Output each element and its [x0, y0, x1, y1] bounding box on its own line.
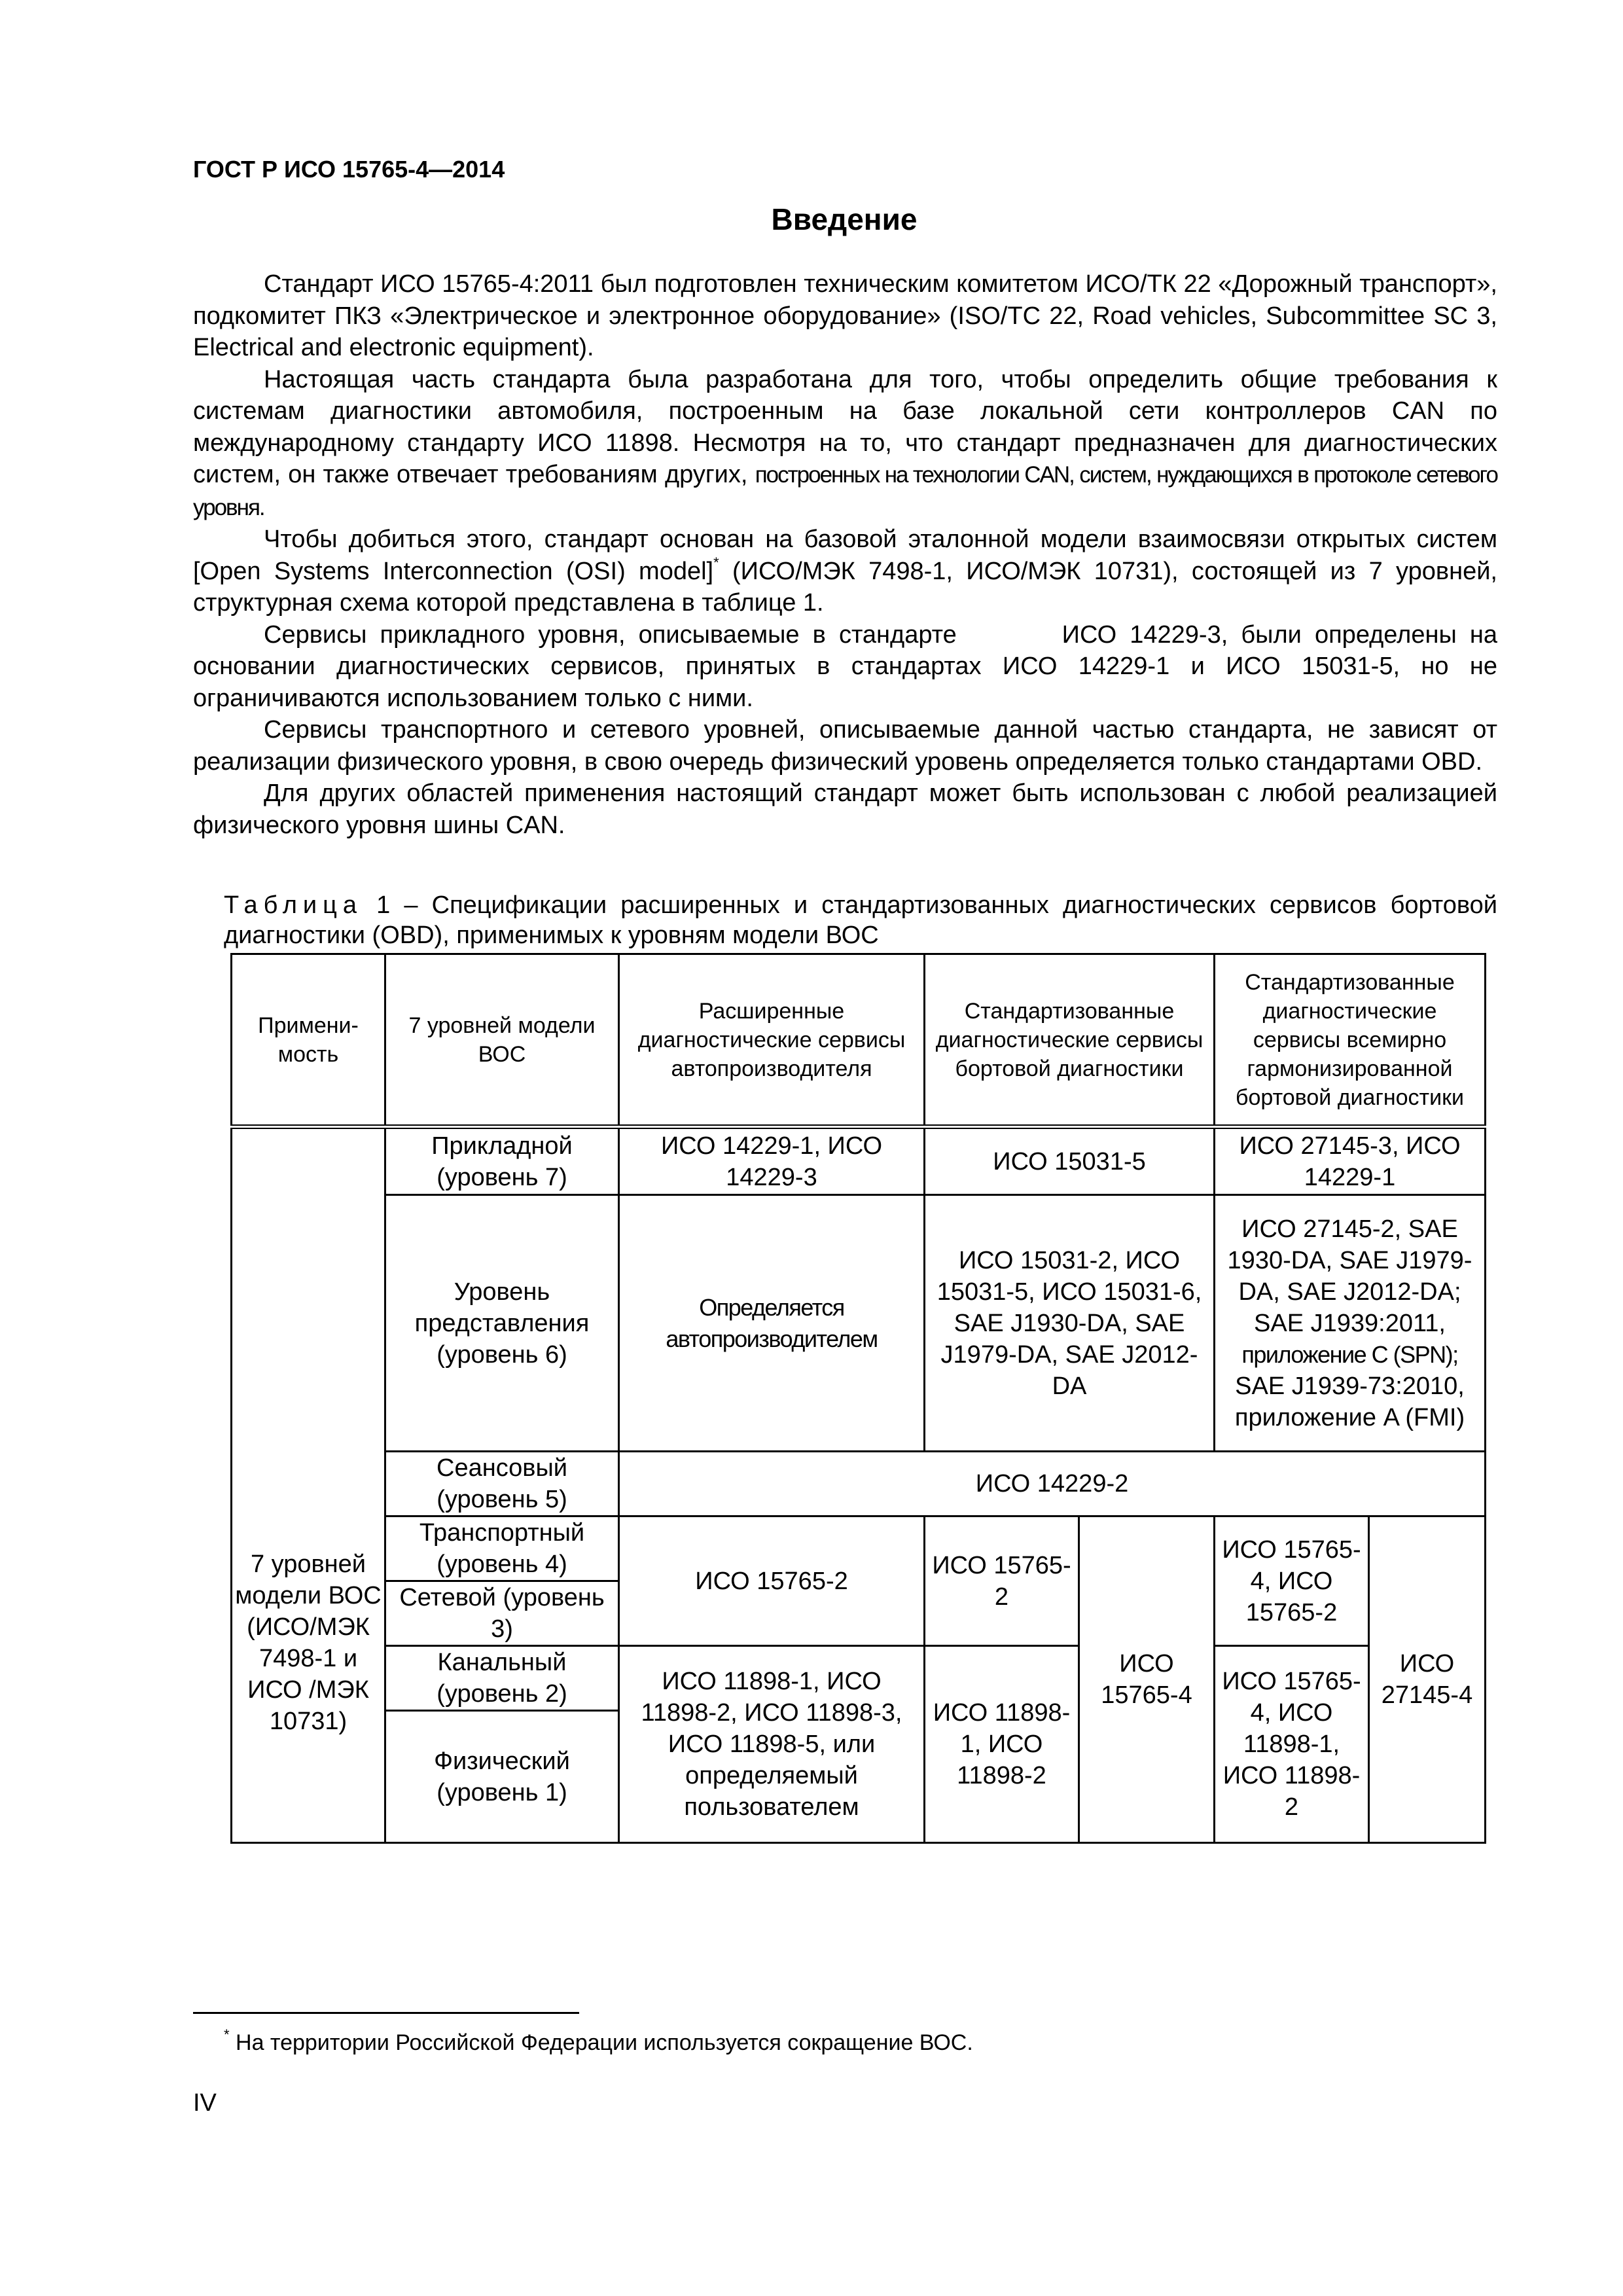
paragraph-3-text-end: (ИСО/МЭК 7498-1, ИСО/МЭК 10731), состоящей из 7 уровней, структурная схема которой представлена в таблице 1.	[193, 557, 1497, 617]
header-standard-services: Стандартизованные диагностические сервисы бортовой диагностики	[925, 954, 1215, 1127]
paragraph-2-text: Настоящая часть стандарта была разработана для того, чтобы определить общие требования к системам диагностики автомобиля, построенным на базе локальной сети контроллеров CAN по международному стандарту ИСО 11898. Несмотря на то, что стандарт предназначен для диагностических систем, он также отвечает требованиям других,	[193, 365, 1497, 488]
paragraph-3	[193, 524, 1497, 619]
table-caption-label: Таблица	[224, 891, 363, 919]
paragraph-6: Для других областей применения настоящий стандарт может быть использован с любой реализацией физического уровня шины CAN.	[193, 780, 1497, 839]
layer-1: Физический (уровень 1)	[385, 1711, 619, 1843]
section-title: Введение	[771, 202, 918, 236]
paragraph-5: Сервисы транспортного и сетевого уровней, описываемые данной частью стандарта, не зависят от реализации физического уровня, в свою очередь физический уровень определяется только стандартами OBD.	[193, 716, 1497, 776]
header-extended-services: Расширенные диагностические сервисы автопроизводителя	[619, 954, 925, 1127]
header-whobd-services: Стандартизованные диагностические сервисы всемирно гармонизированной бортовой диагностики	[1215, 954, 1486, 1127]
layer-3: Сетевой (уровень 3)	[385, 1581, 619, 1646]
layers-4-1-whobd: ИСО 27145-4	[1369, 1516, 1486, 1843]
paragraph-2	[193, 364, 1497, 524]
layer-7: Прикладной (уровень 7)	[385, 1127, 619, 1195]
layer-7-standard: ИСО 15031-5	[925, 1127, 1215, 1195]
introduction-body	[193, 268, 1505, 841]
layers-2-1-extended: ИСО 11898-1, ИСО 11898-2, ИСО 11898-3, ИСО 11898-5, или определяемый пользователем	[619, 1646, 925, 1843]
page-number: IV	[193, 2089, 217, 2117]
paragraph-3-text: Чтобы добиться этого, стандарт основан на базовой эталонной модели взаимосвязи открытых систем [Open Systems Interconnection (OSI) model]	[193, 526, 1497, 585]
layer-6-extended: Определяется автопроизводителем	[619, 1195, 925, 1452]
layers-4-3-whobd: ИСО 15765-4, ИСО 15765-2	[1215, 1516, 1369, 1646]
footnote-reference[interactable]: *	[713, 554, 719, 571]
layer-5: Сеансовый (уровень 5)	[385, 1452, 619, 1516]
layers-4-3-standard: ИСО 15765-2	[925, 1516, 1079, 1646]
footnote-divider	[193, 2012, 579, 2014]
paragraph-4: Сервисы прикладного уровня, описываемые в стандарте ИСО 14229-3, были определены на основании диагностических сервисов, принятых в стандартах ИСО 14229-1 и ИСО 15031-5, но не ограничиваются использованием только с ними.	[193, 620, 1505, 712]
layer-2: Канальный (уровень 2)	[385, 1646, 619, 1711]
paragraph-2-condensed: построенных на технологии CAN, систем, нуждающихся в протоколе сетевого уровня.	[193, 462, 1497, 520]
layer-6-whobd-annex-a: SAE J1939-73:2010, приложение A (FMI)	[1234, 1372, 1465, 1431]
layers-2-1-standard: ИСО 11898-1, ИСО 11898-2	[925, 1646, 1079, 1843]
layer-5-all-services: ИСО 14229-2	[619, 1452, 1486, 1516]
footnote-mark: *	[224, 2026, 230, 2043]
layers-4-3-extended: ИСО 15765-2	[619, 1516, 925, 1646]
header-applicability: Примени-мость	[232, 954, 385, 1127]
layer-4: Транспортный (уровень 4)	[385, 1516, 619, 1581]
osi-services-table	[230, 953, 1486, 1844]
layers-2-1-whobd: ИСО 15765-4, ИСО 11898-1, ИСО 11898-2	[1215, 1646, 1369, 1843]
header-osi-layers: 7 уровней модели ВОС	[385, 954, 619, 1127]
layers-4-1-standard: ИСО 15765-4	[1079, 1516, 1215, 1843]
footnote-text: На территории Российской Федерации используется сокращение ВОС.	[229, 2030, 973, 2055]
footnote	[224, 2026, 973, 2056]
document-id: ГОСТ Р ИСО 15765-4—2014	[193, 156, 505, 183]
layer-6: Уровень представления (уровень 6)	[385, 1195, 619, 1452]
applicability-cell: 7 уровней модели ВОС (ИСО/МЭК 7498-1 и ИСО /МЭК 10731)	[232, 1127, 385, 1843]
layer-6-whobd-text: ИСО 27145-2, SAE 1930-DA, SAE J1979-DA, SAE J2012-DA; SAE J1939:2011,	[1227, 1215, 1472, 1337]
layer-7-extended: ИСО 14229-1, ИСО 14229-3	[619, 1127, 925, 1195]
layer-7-whobd: ИСО 27145-3, ИСО 14229-1	[1215, 1127, 1486, 1195]
paragraph-1: Стандарт ИСО 15765-4:2011 был подготовлен техническим комитетом ИСО/ТК 22 «Дорожный транспорт», подкомитет ПКЗ «Электрическое и электронное оборудование» (ISO/TC 22, Road vehicles, Subcommittee SC 3, Electrical and electronic equipment).	[193, 270, 1497, 361]
layer-6-whobd-annex-c: приложение C (SPN);	[1241, 1340, 1458, 1368]
table-caption-text: 1 – Спецификации расширенных и стандартизованных диагностических сервисов бортовой диагностики (OBD), применимых к уровням модели ВОС	[224, 891, 1497, 949]
table-caption	[224, 890, 1497, 950]
layer-6-standard: ИСО 15031-2, ИСО 15031-5, ИСО 15031-6, SAE J1930-DA, SAE J1979-DA, SAE J2012-DA	[925, 1195, 1215, 1452]
layer-6-whobd	[1215, 1195, 1486, 1452]
